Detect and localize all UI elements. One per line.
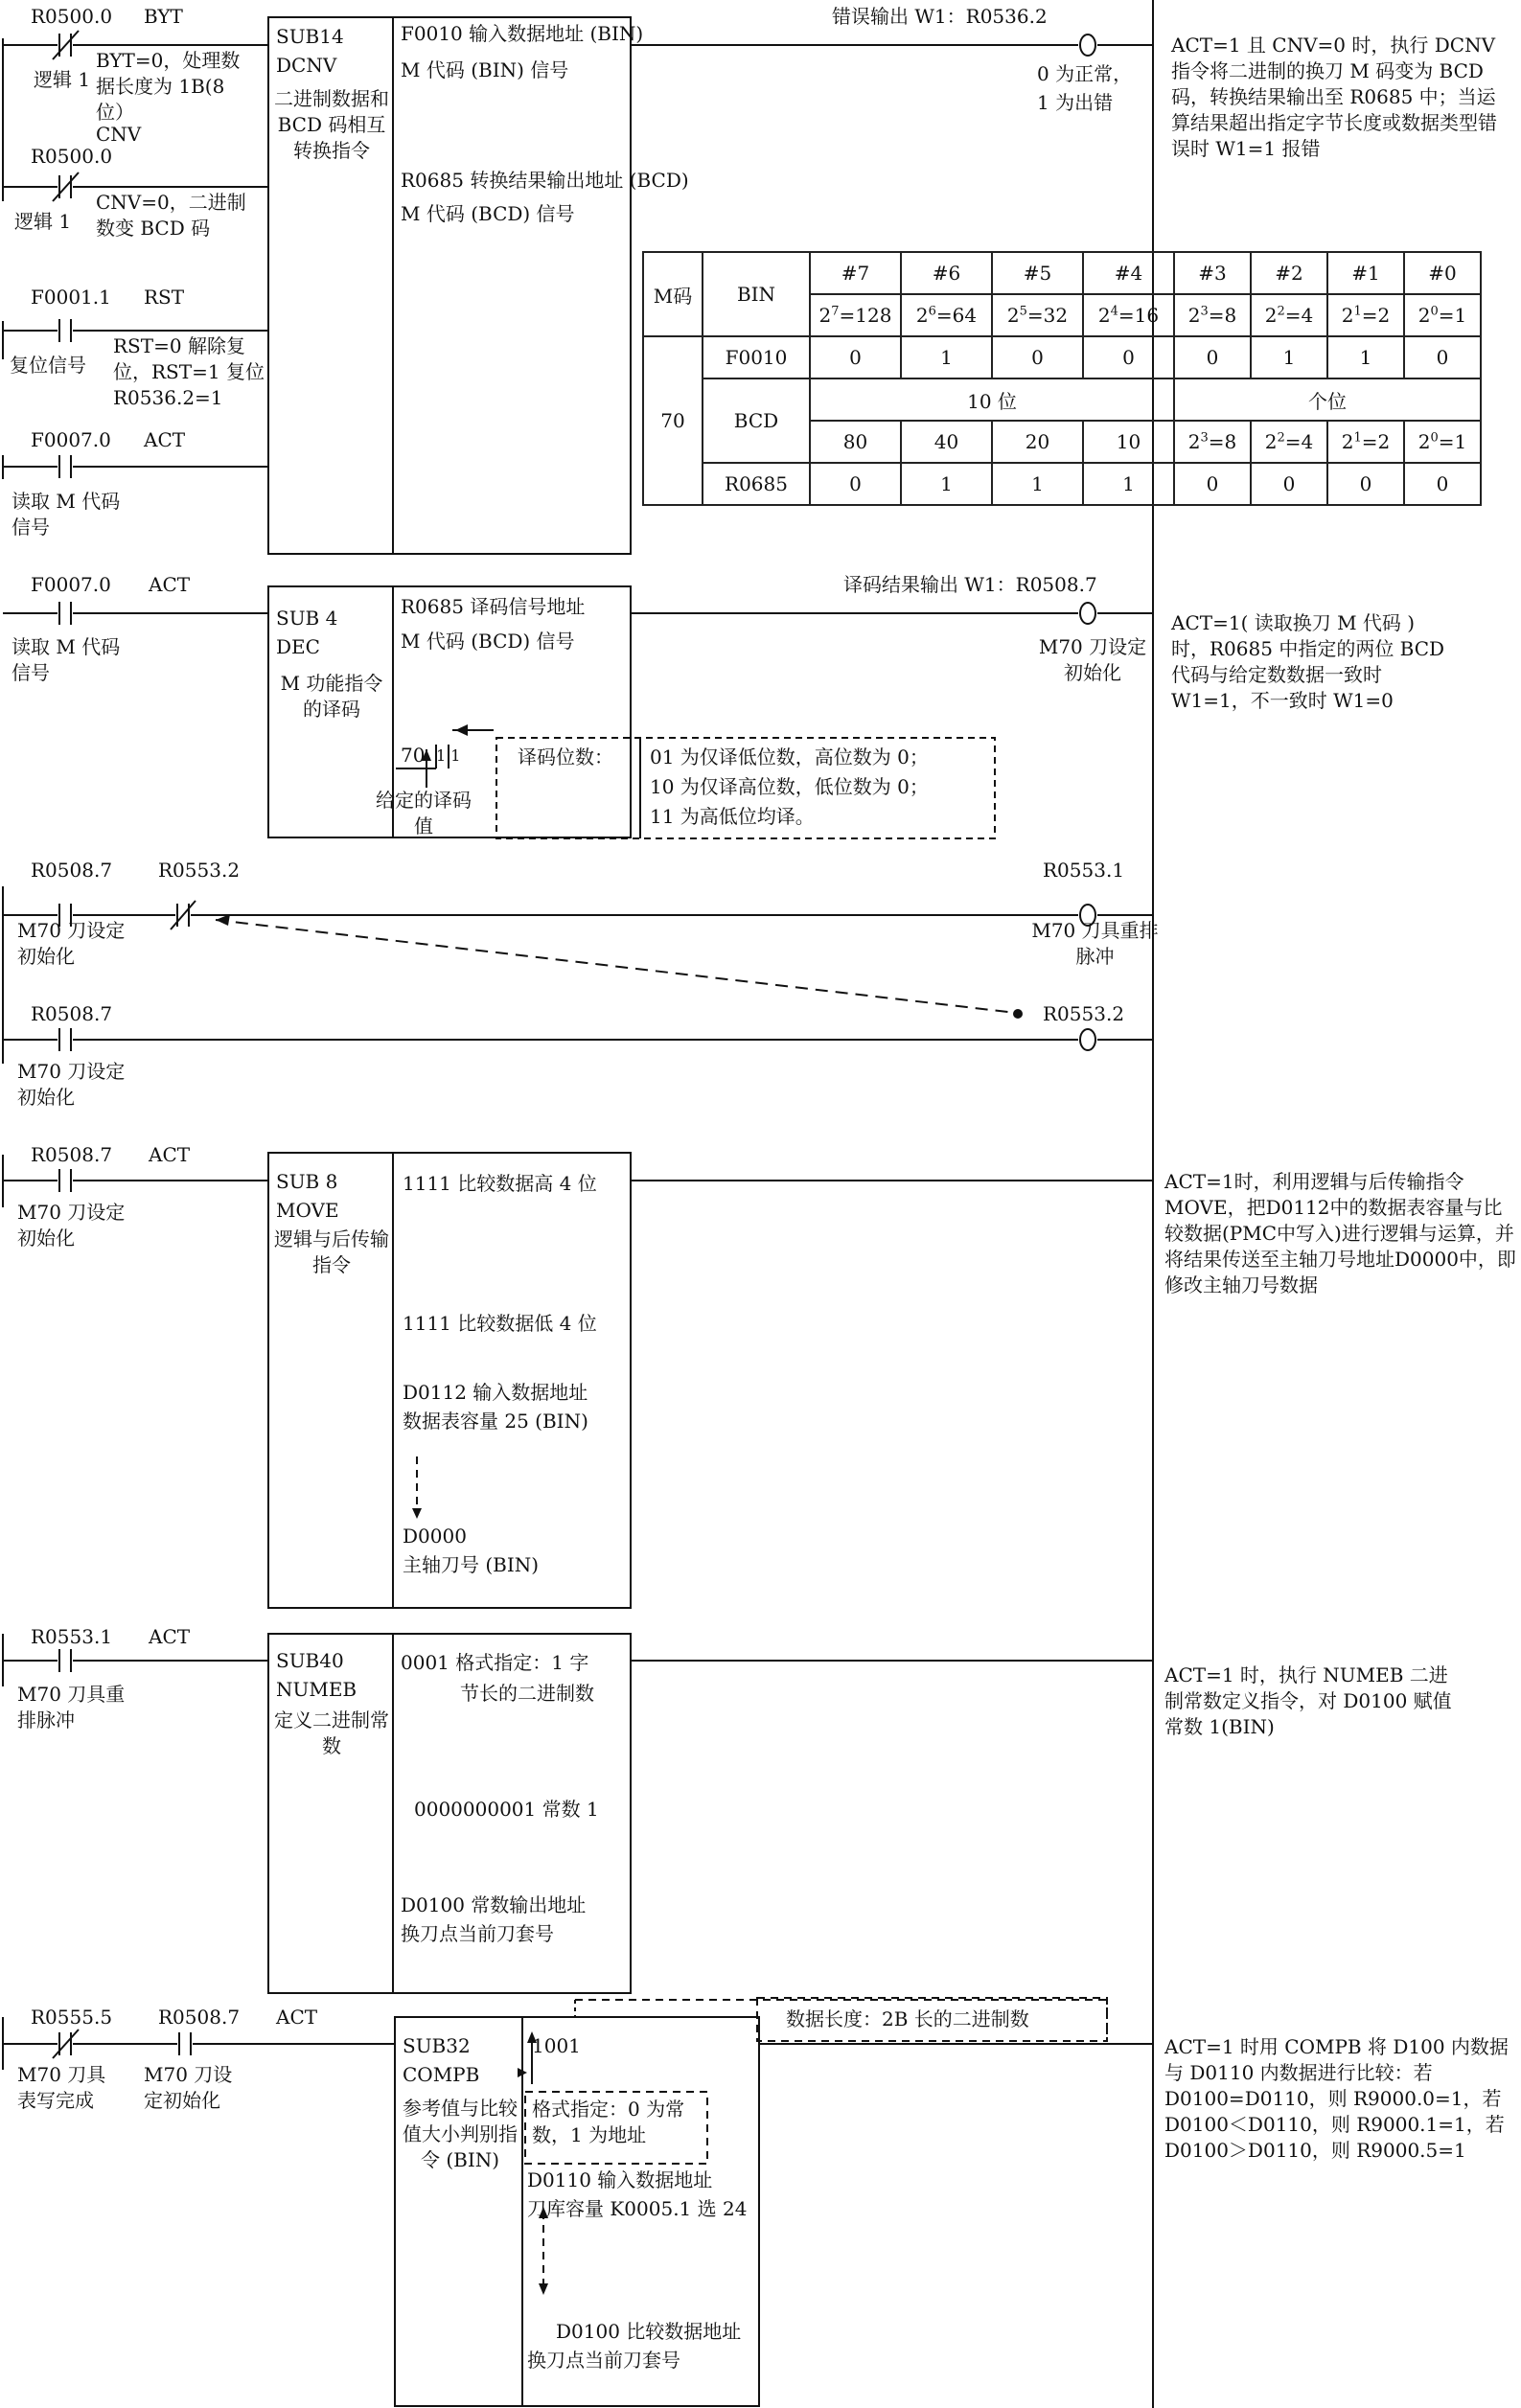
- contact-label: ACT: [149, 1625, 191, 1648]
- block-code: SUB40: [276, 1649, 344, 1672]
- param-3b: 换刀点当前刀套号: [527, 2349, 680, 2372]
- param-2: 0000000001 常数 1: [414, 1798, 599, 1821]
- param-2: D0110 输入数据地址: [527, 2168, 713, 2191]
- param-2b: 刀库容量 K0005.1 选 24: [527, 2197, 748, 2220]
- f0010-bit: 1: [901, 336, 992, 378]
- block-mnemonic: MOVE: [276, 1199, 339, 1222]
- bit-header: #6: [901, 252, 992, 294]
- param-1b: 节长的二进制数: [460, 1682, 594, 1705]
- comment: ACT=1时，利用逻辑与后传输指令MOVE，把D0112中的数据表容量与比较数据(PMC中写入)进行逻辑与运算，并将结果传送至主轴刀号地址D0000中，即修改主轴刀号数据: [1164, 1170, 1516, 1296]
- bit-header: #3: [1174, 252, 1251, 294]
- contact-addr: R0508.7: [158, 2006, 241, 2029]
- f0010-bit: 1: [1251, 336, 1327, 378]
- contact-label: ACT: [149, 1143, 191, 1166]
- contact-note: RST=0 解除复位，RST=1 复位 R0536.2=1: [113, 334, 265, 409]
- coil-addr: R0553.1: [1043, 859, 1125, 882]
- contact-desc: M70 刀设定初始化: [17, 919, 126, 968]
- param-3: D0112 输入数据地址: [403, 1381, 588, 1404]
- ones-label: 个位: [1174, 378, 1481, 421]
- bcd-weight: $2^0=1$: [1404, 421, 1481, 463]
- data-length: 数据长度：2B 长的二进制数: [786, 2007, 1029, 2030]
- contact-desc: 逻辑 1: [14, 210, 72, 233]
- contact-addr: F0007.0: [31, 573, 111, 596]
- param-3b: 换刀点当前刀套号: [401, 1922, 554, 1945]
- digits-line: 11 为高低位均译。: [650, 805, 815, 828]
- contact-desc: 复位信号: [10, 354, 86, 377]
- comment: ACT=1 时用 COMPB 将 D100 内数据与 D0110 内数据进行比较：若 D0100=D0110，则 R9000.0=1，若 D0100＜D0110，则 R9000.1=1，若 D0100＞D0110，则 R9000.5=1: [1164, 2035, 1509, 2162]
- contact-addr: R0553.1: [31, 1625, 113, 1648]
- contact-label: RST: [144, 286, 185, 309]
- output-desc: M70 刀设定初始化: [1038, 635, 1147, 684]
- comment: ACT=1( 读取换刀 M 代码 ) 时，R0685 中指定的两位 BCD 代码与给定数数据一致时 W1=1，不一致时 W1=0: [1171, 611, 1445, 712]
- bin-weight: $2^7=128$: [810, 294, 901, 336]
- f0010-bit: 0: [1404, 336, 1481, 378]
- mcode-table: [642, 251, 1482, 506]
- f0010-bit: 0: [992, 336, 1083, 378]
- f0010-bit: 0: [1083, 336, 1174, 378]
- contact-addr: R0500.0: [31, 5, 113, 28]
- contact-label: CNV: [96, 123, 142, 146]
- output-note: 1 为出错: [1037, 91, 1114, 114]
- param-1: F0010 输入数据地址 (BIN): [401, 22, 644, 45]
- f0010-bit: 1: [1327, 336, 1404, 378]
- contact-addr: R0553.2: [158, 859, 241, 882]
- contact-desc: M70 刀设定初始化: [17, 1060, 126, 1109]
- row-label: R0685: [703, 463, 810, 505]
- given-label: 给定的译码值: [376, 789, 472, 837]
- block-mnemonic: COMPB: [403, 2063, 480, 2086]
- param-1: R0685 译码信号地址: [401, 595, 586, 618]
- contact-desc: 读取 M 代码信号: [12, 490, 121, 539]
- digits-label: 译码位数：: [518, 745, 613, 768]
- param-3b: 数据表容量 25 (BIN): [403, 1410, 588, 1433]
- bcd-label: BCD: [703, 378, 810, 463]
- block-code: SUB14: [276, 25, 344, 48]
- contact-label: ACT: [149, 573, 191, 596]
- r0685-bit: 1: [992, 463, 1083, 505]
- row-label: F0010: [703, 336, 810, 378]
- contact-note: BYT=0，处理数据长度为 1B(8 位）: [96, 49, 241, 124]
- bcd-weight: 10: [1083, 421, 1174, 463]
- r0685-bit: 0: [1174, 463, 1251, 505]
- bit-header: #5: [992, 252, 1083, 294]
- coil-desc: M70 刀具重排脉冲: [1031, 919, 1159, 968]
- output-note: 0 为正常，: [1037, 62, 1133, 85]
- block-mnemonic: NUMEB: [276, 1678, 357, 1701]
- param-2: R0685 转换结果输出地址 (BCD): [401, 169, 689, 192]
- given-box: 1 1: [436, 746, 461, 765]
- param-3: D0100 比较数据地址: [556, 2320, 742, 2343]
- bin-weight: $2^2=4$: [1251, 294, 1327, 336]
- bin-weight: $2^0=1$: [1404, 294, 1481, 336]
- output-label: 译码结果输出 W1：R0508.7: [843, 573, 1097, 596]
- param-1b: M 代码 (BIN) 信号: [401, 58, 569, 81]
- bit-header: #4: [1083, 252, 1174, 294]
- contact-addr: R0508.7: [31, 1002, 113, 1025]
- block-desc: 二进制数据和 BCD 码相互转换指令: [274, 87, 389, 162]
- contact-addr: R0508.7: [31, 1143, 113, 1166]
- act-label: ACT: [276, 2006, 318, 2029]
- contact-desc: M70 刀设定初始化: [144, 2063, 233, 2112]
- bcd-weight: 40: [901, 421, 992, 463]
- bcd-weight: $2^1=2$: [1327, 421, 1404, 463]
- block-desc: M 功能指令的译码: [280, 672, 383, 721]
- block-code: SUB32: [403, 2034, 471, 2057]
- bit-header: #0: [1404, 252, 1481, 294]
- contact-desc: 逻辑 1: [34, 68, 91, 91]
- bit-header: #7: [810, 252, 901, 294]
- param-1b: M 代码 (BCD) 信号: [401, 630, 575, 653]
- bin-weight: $2^5=32$: [992, 294, 1083, 336]
- contact-addr: F0001.1: [31, 286, 111, 309]
- digits-line: 10 为仅译高位数，低位数为 0；: [650, 775, 929, 798]
- bit-header: #2: [1251, 252, 1327, 294]
- block-mnemonic: DEC: [276, 635, 320, 658]
- r0685-bit: 0: [810, 463, 901, 505]
- r0685-bit: 0: [1327, 463, 1404, 505]
- mcode-value: 70: [643, 336, 703, 505]
- param-1: 1111 比较数据高 4 位: [403, 1172, 597, 1195]
- given-value: 70: [401, 744, 426, 767]
- contact-addr: R0555.5: [31, 2006, 113, 2029]
- param-2b: M 代码 (BCD) 信号: [401, 202, 575, 225]
- contact-desc: M70 刀具重排脉冲: [17, 1683, 126, 1731]
- param-2: 1111 比较数据低 4 位: [403, 1312, 597, 1335]
- bin-weight: $2^3=8$: [1174, 294, 1251, 336]
- r0685-bit: 0: [1251, 463, 1327, 505]
- bcd-weight: 80: [810, 421, 901, 463]
- output-label: 错误输出 W1：R0536.2: [832, 5, 1048, 28]
- format-spec: 格式指定：0 为常数，1 为地址: [532, 2098, 685, 2146]
- param-4b: 主轴刀号 (BIN): [403, 1553, 540, 1576]
- contact-desc: M70 刀具表写完成: [17, 2063, 106, 2112]
- contact-label: BYT: [144, 5, 183, 28]
- block-code: SUB 8: [276, 1170, 338, 1193]
- contact-addr: R0508.7: [31, 859, 113, 882]
- r0685-bit: 1: [901, 463, 992, 505]
- contact-addr: R0500.0: [31, 145, 113, 168]
- block-desc: 逻辑与后传输指令: [274, 1227, 389, 1276]
- bcd-weight: 20: [992, 421, 1083, 463]
- bcd-weight: $2^2=4$: [1251, 421, 1327, 463]
- bin-weight: $2^1=2$: [1327, 294, 1404, 336]
- comment: ACT=1 且 CNV=0 时，执行 DCNV 指令将二进制的换刀 M 码变为 BCD 码，转换结果输出至 R0685 中；当运算结果超出指定字节长度或数据类型错误时 W1=1 报错: [1171, 34, 1497, 160]
- bin-weight: $2^6=64$: [901, 294, 992, 336]
- mcode-label: M码: [643, 252, 703, 336]
- bcd-weight: $2^3=8$: [1174, 421, 1251, 463]
- digits-line: 01 为仅译低位数，高位数为 0；: [650, 745, 929, 768]
- comment: ACT=1 时，执行 NUMEB 二进制常数定义指令，对 D0100 赋值常数 1(BIN): [1164, 1663, 1452, 1738]
- contact-addr: F0007.0: [31, 428, 111, 451]
- contact-desc: 读取 M 代码信号: [12, 635, 121, 684]
- tens-label: 10 位: [810, 378, 1174, 421]
- contact-note: CNV=0，二进制数变 BCD 码: [96, 191, 246, 240]
- param-1: 0001 格式指定：1 字: [401, 1651, 589, 1674]
- r0685-bit: 0: [1404, 463, 1481, 505]
- block-desc: 参考值与比较值大小判别指令 (BIN): [403, 2097, 518, 2171]
- coil-addr: R0553.2: [1043, 1002, 1125, 1025]
- f0010-bit: 0: [1174, 336, 1251, 378]
- param-1: 1001: [532, 2034, 581, 2057]
- block-desc: 定义二进制常数: [274, 1709, 389, 1757]
- block-code: SUB 4: [276, 607, 338, 630]
- bin-label: BIN: [703, 252, 810, 336]
- f0010-bit: 0: [810, 336, 901, 378]
- block-mnemonic: DCNV: [276, 54, 337, 77]
- contact-desc: M70 刀设定初始化: [17, 1201, 126, 1250]
- r0685-bit: 1: [1083, 463, 1174, 505]
- bin-weight: $2^4=16$: [1083, 294, 1174, 336]
- param-3: D0100 常数输出地址: [401, 1893, 587, 1916]
- param-4: D0000: [403, 1525, 467, 1548]
- contact-label: ACT: [144, 428, 186, 451]
- bit-header: #1: [1327, 252, 1404, 294]
